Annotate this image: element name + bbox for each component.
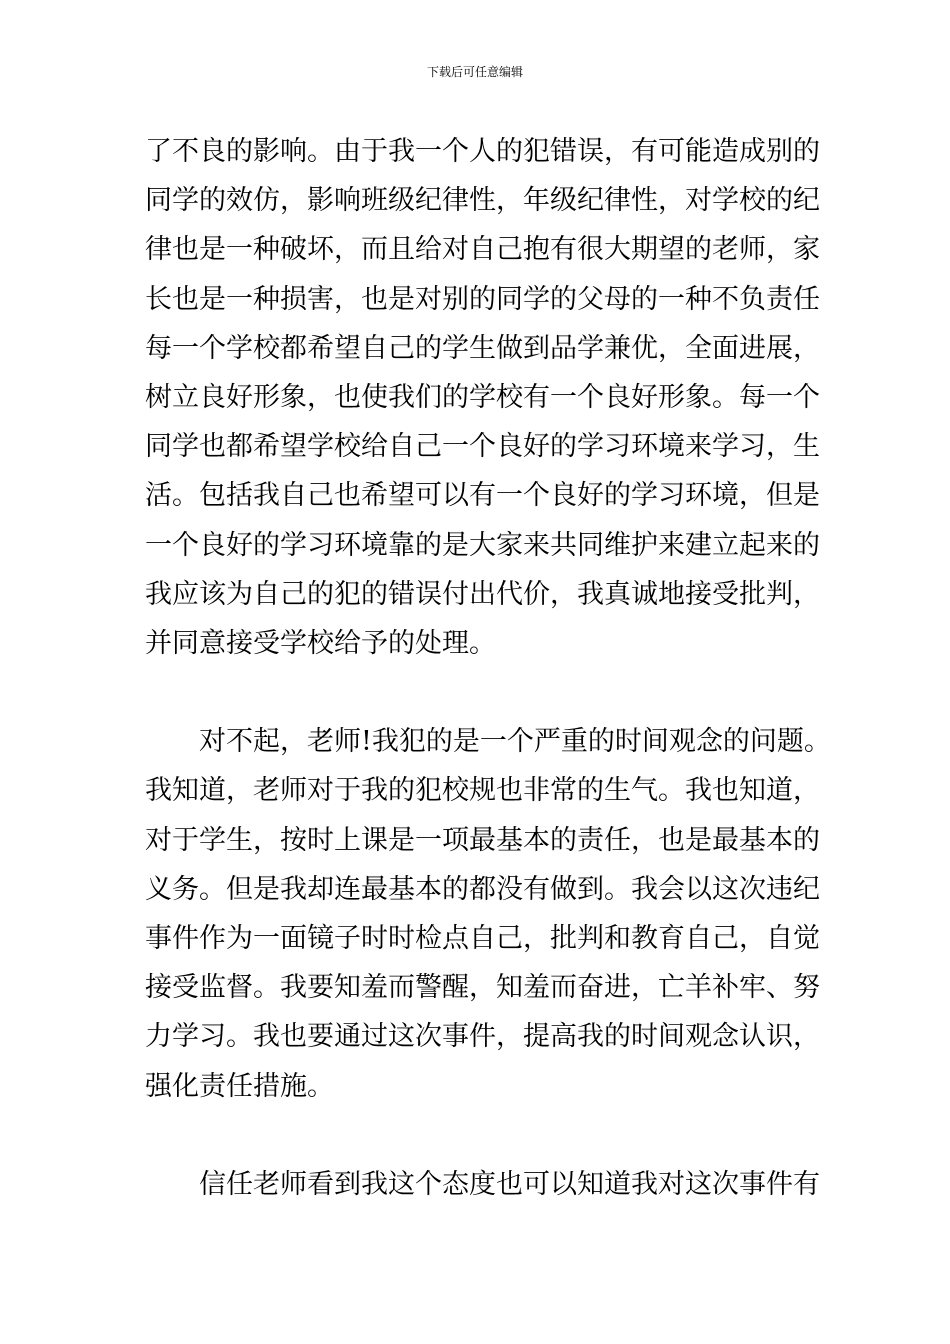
text-line: 我知道，老师对于我的犯校规也非常的生气。我也知道， [145, 775, 820, 807]
paragraph-3 [145, 1160, 820, 1209]
text-line: 了不良的影响。由于我一个人的犯错误，有可能造成别的 [145, 136, 820, 167]
text-line: 义务。但是我却连最基本的都没有做到。我会以这次违纪 [145, 873, 820, 905]
document-body [145, 127, 831, 1209]
page-header: 下载后可任意编辑 [426, 65, 523, 79]
paragraph-1 [145, 127, 820, 668]
text-line: 同学的效仿，影响班级纪律性，年级纪律性，对学校的纪 [145, 185, 820, 217]
text-line: 树立良好形象，也使我们的学校有一个良好形象。每一个 [145, 381, 820, 413]
paragraph-gap [145, 668, 810, 717]
text-line: 律也是一种破坏，而且给对自己抱有很大期望的老师，家 [145, 234, 820, 266]
paragraph-gap [145, 1111, 810, 1160]
text-line: 事件作为一面镜子时时检点自己，批判和教育自己，自觉 [145, 923, 820, 954]
text-line: 并同意接受学校给予的处理。 [145, 627, 496, 659]
text-line: 强化责任措施。 [145, 1070, 334, 1102]
text-line: 同学也都希望学校给自己一个良好的学习环境来学习，生 [145, 431, 820, 463]
paragraph-2 [145, 717, 831, 1111]
text-line: 每一个学校都希望自己的学生做到品学兼优，全面进展， [145, 332, 820, 364]
text-line: 活。包括我自己也希望可以有一个良好的学习环境，但是 [145, 480, 820, 512]
text-line: 长也是一种损害，也是对别的同学的父母的一种不负责任 [145, 283, 820, 315]
text-line: 对于学生，按时上课是一项最基本的责任，也是最基本的 [145, 824, 820, 856]
text-line: 一个良好的学习环境靠的是大家来共同维护来建立起来的 [145, 529, 820, 561]
text-line: 力学习。我也要通过这次事件，提高我的时间观念认识， [145, 1021, 820, 1053]
text-line: 信任老师看到我这个态度也可以知道我对这次事件有 [199, 1168, 820, 1200]
text-line: 接受监督。我要知羞而警醒，知羞而奋进，亡羊补牢、努 [145, 972, 820, 1004]
text-line: 我应该为自己的犯的错误付出代价，我真诚地接受批判， [145, 578, 820, 610]
text-line: 对不起，老师!我犯的是一个严重的时间观念的问题。 [199, 726, 831, 758]
